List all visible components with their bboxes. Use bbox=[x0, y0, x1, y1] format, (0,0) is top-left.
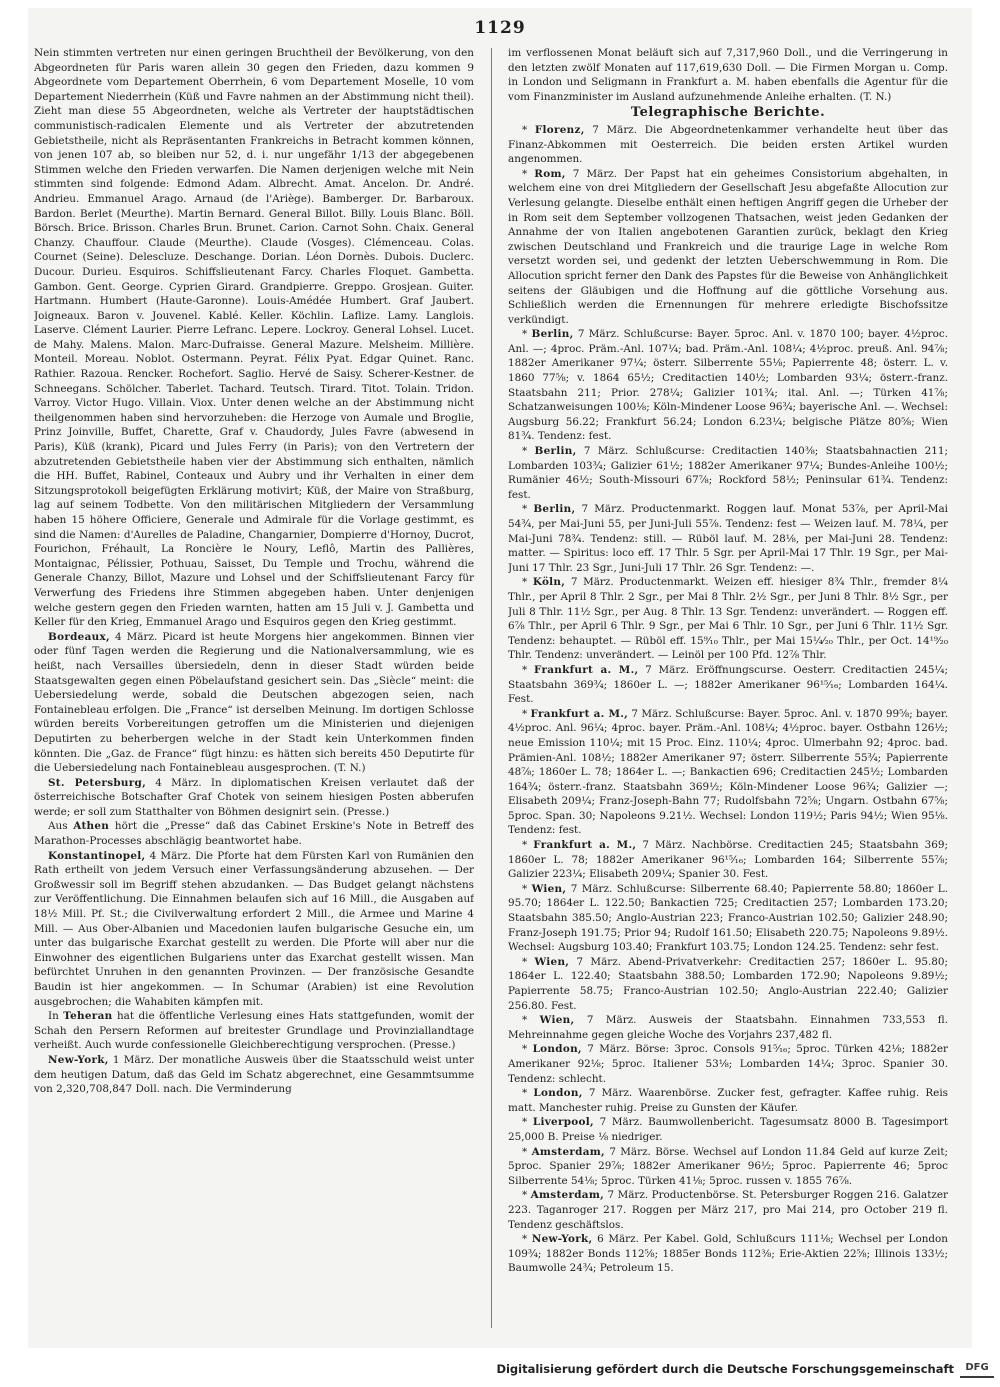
paragraph-prefix: * bbox=[522, 123, 535, 136]
dateline-place: New-York, bbox=[48, 1053, 109, 1066]
article-paragraph bbox=[508, 444, 948, 502]
paragraph-text: 7 März. Schlußcurse: Creditactien 140⅜; Staatsbahnactien 211; Lombarden 103¾; Galizier 61½; 1882er Amerikaner 97¼; Bundes-Anleihe 100½; Rumänier 46½; South-Missouri 67⅞; Rockford 58½; Peninsular 61¾. Tendenz: fest. bbox=[508, 445, 948, 501]
paragraph-text: 7 März. Waarenbörse. Zucker fest, gefragter. Kaffee ruhig. Reis matt. Manchester ruhig. Preise zu Gunsten der Käufer. bbox=[508, 1087, 948, 1114]
paragraph-prefix: * bbox=[522, 1145, 532, 1158]
dateline-place: Frankfurt a. M., bbox=[533, 663, 639, 676]
paragraph-text: 7 März. Börse: 3proc. Consols 91⁵⁄₁₆; 5proc. Türken 42⅛; 1882er Amerikaner 92⅛; 5proc. Italiener 53⅛; Lombarden 14¼; 3proc. Spanier 30. Tendenz: schlecht. bbox=[508, 1043, 948, 1085]
paragraph-prefix: Aus bbox=[48, 820, 74, 833]
paragraph-text: Nein stimmten vertreten nur einen geringen Bruchtheil der Bevölkerung, von den Abgeordneten für Paris waren allein 30 gegen den Frieden, dazu kommen 9 Abgeordnete vom Departement Oberrhein, 6 vom Departement Moselle, 10 vom Departement Niederrhein (Küß und Favre nahmen an der Abstimmung nicht theil). Zieht man diese 55 Abgeordneten, welche als Vertreter der hauptstädtischen communistisch-radicalen Elemente und als Vertreter der abzutretenden Gebietstheile, nicht als Repräsentanten Frankreichs in Betracht kommen können, von jenen 107 ab, so bleiben nur 52, d. i. nur ungefähr 1/13 der abgegebenen Stimmen welche den Frieden verwarfen. Die Namen derjenigen welche mit Nein stimmten sind folgende: Edmond Adam. Albrecht. Amat. Ancelon. Dr. André. Andrieu. Emmanuel Arago. Arnaud (de l'Ariège). Bamberger. Dr. Barbaroux. Bardon. Berlet (Meurthe). Martin Bernard. General Billot. Billy. Louis Blanc. Böll. Börsch. Brice. Brisson. Charles Brun. Brunet. Carion. Carnot Sohn. Chaix. General Chanzy. Chauffour. Claude (Meurthe). Claude (Vosges). Clémenceau. Colas. Cournet (Seine). Delescluze. Deschange. Dorian. Léon Dornès. Dubois. Duclerc. Ducour. Durieu. Esquiros. Schiffslieutenant Farcy. Charles Floquet. Gambetta. Gambon. Gent. George. Cyprien Girard. Grandpierre. Greppo. Grosjean. Guiter. Hartmann. Humbert (Haute-Garonne). Louis-Amédée Humbert. Graf Jaubert. Joigneaux. Baron v. Jouvenel. Kablé. Keller. Köchlin. Laflize. Lamy. Langlois. Laserve. Clément Laurier. Pierre Lefranc. Lepere. Lockroy. General Lohsel. Lucet. de Mahy. Malens. Malon. Marc-Dufraisse. General Mazure. Melsheim. Millière. Monteil. Moreau. Noblot. Ostermann. Peyrat. Félix Pyat. Edgar Quinet. Ranc. Rathier. Razoua. Rencker. Rochefort. Saglio. Hervé de Saisy. Scherer-Kestner. de Schneegans. Schölcher. Taberlet. Tachard. Teutsch. Tirard. Titot. Tolain. Tridon. Varroy. Victor Hugo. Villain. Viox. Unter denen welche an der Abstimmung nicht theilgenommen haben sind hervorzuheben: die Herzoge von Aumale und Broglie, Prinz Joinville, Buffet, Charette, Graf v. Chaudordy, Jules Favre (abwesend in Paris), Küß (krank), Picard und Jules Ferry (in Paris); von den Vertretern der abzutretenden Gebietstheile haben vier der Abstimmung sich enthalten, nämlich die HH. Buffet, Rabinel, Conteaux und Aubry und ihr Verhalten in einer dem Sitzungsprotokoll beigefügten Erklärung motivirt; Küß, der Maire von Straßburg, lag auf seinem Todbette. Von den militärischen Mitgliedern der Versammlung haben 15 höhere Officiere, Generale und Admirale für die Vorlage gestimmt, es sind die Namen: d'Aurelles de Paladine, Changarnier, Dompierre d'Hornoy, Ducrot, Fourichon, Fréhault, La Roncière le Noury, Leflô, Martin des Pallières, Montaignac, Pélissier, Pothuau, Saisset, Du Temple und Trochu, während die Generale Chanzy, Billot, Mazure und Lohsel und der Schiffslieutenant Farcy für Verwerfung des Friedens ihre Stimmen abgegeben haben. Unter denjenigen welche gestern gegen den Frieden warnten, hatten am 15 Juli v. J. Gambetta und Keller für den Krieg, Emmanuel Arago und Esquiros gegen den Krieg gestimmt. bbox=[34, 47, 474, 629]
article-paragraph bbox=[508, 1115, 948, 1144]
article-paragraph bbox=[508, 882, 948, 955]
dfg-logo: DFG bbox=[960, 1360, 994, 1378]
paragraph-prefix: * bbox=[522, 167, 535, 180]
paragraph-text: im verflossenen Monat beläuft sich auf 7,317,960 Doll., und die Verringerung in den letzten zwölf Monaten auf 117,619,630 Doll. — Die Firmen Morgan u. Comp. in London und Seligmann in Frankfurt a. M. haben ebenfalls die Agentur für die vom Finanzminister im Ausland aufzunehmende Anleihe erhalten. (T. N.) bbox=[508, 47, 948, 103]
paragraph-prefix: * bbox=[522, 445, 535, 458]
article-paragraph bbox=[508, 838, 948, 882]
paragraph-text: hat die öffentliche Verlesung eines Hats stattgefunden, womit der Schah den Persern Reformen auf breitester Grundlage und Provinziallandtage verheißt. Auch wurde confessionelle Gleichberechtigung versprochen. (Presse.) bbox=[34, 1010, 474, 1052]
paragraph-text: 7 März. Productenbörse. St. Petersburger Roggen 216. Galatzer 223. Taganroger 217. Roggen per März 217, pro Mai 214, pro October 219 fl. Tendenz geschäftslos. bbox=[508, 1189, 948, 1231]
dateline-place: London, bbox=[533, 1087, 583, 1100]
article-paragraph bbox=[34, 849, 474, 1010]
article-paragraph bbox=[508, 1013, 948, 1042]
paragraph-text: 7 März. Schlußcurse: Silberrente 68.40; Papierrente 58.80; 1860er L. 95.70; 1864er L. 122.50; Bankactien 725; Creditactien 257; Lombarden 173.20; Staatsbahn 385.50; Anglo-Austrian 223; Franco-Austrian 102.50; Galizier 248.90; Franz-Joseph 191.75; Prior 94; Rudolf 161.50; Elisabeth 220.75; Napoleons 9.89½. Wechsel: Augsburg 103.40; Frankfurt 103.75; London 124.25. Tendenz: sehr fest. bbox=[508, 882, 948, 954]
page-number: 1129 bbox=[474, 18, 526, 38]
paragraph-text: 7 März. Abend-Privatverkehr: Creditactien 257; 1860er L. 95.80; 1864er L. 122.40; Staatsbahn 388.50; Lombarden 172.90; Napoleons 9.89½; Papierrente 58.75; Franco-Austrian 102.50; Anglo-Austrian 222.40; Galizier 256.80. Fest. bbox=[508, 955, 948, 1012]
paragraph-text: 7 März. Börse. Wechsel auf London 11.84 Geld auf kurze Zeit; 5proc. Spanier 29⅞; 1882er Amerikaner 96½; 5proc. Papierrente 46; 5proc Silberrente 54⅛; 5proc. Türken 41⅛; 5proc. russen v. 1855 76⅞. bbox=[508, 1145, 948, 1187]
right-column bbox=[508, 46, 948, 1336]
paragraph-prefix: * bbox=[522, 839, 534, 852]
article-paragraph bbox=[508, 502, 948, 575]
paragraph-prefix: * bbox=[522, 663, 534, 676]
article-paragraph bbox=[508, 327, 948, 444]
section-heading: Telegraphische Berichte. bbox=[630, 105, 826, 121]
dateline-place: Berlin, bbox=[534, 445, 577, 458]
paragraph-text: 7 März. Schlußcurse: Bayer. 5proc. Anl. v. 1870 99⅝; bayer. 4½proc. Anl. 96¼; 4proc. bayer. Präm.-Anl. 108¼; 4½proc. bayer. Ostbahn 126½; neue Emission 110¼; mit 15 Proc. Einz. 110¼; 4proc. Ulmerbahn 92; 4proc. bad. Prämien-Anl. 108½; 1882er Amerikaner 97; österr. Silberrente 55¾; Papierrente 48⅞; 1860er L. 78; 1864er L. —; Bankactien 696; Creditactien 245½; Lombarden 164¾; österr.-franz. Staatsbahn 369½; Köln-Mindener Loose 96¾; Galizier —; Elisabeth 209¼; Franz-Joseph-Bahn 77; Rudolfsbahn 72⅝; Ungarn. Ostbahn 67⅝; 5proc. Span. 30; Napoleons 9.21½. Wechsel: London 119½; Paris 94½; Wien 95⅛. Tendenz: fest. bbox=[508, 707, 948, 837]
article-paragraph bbox=[508, 46, 948, 104]
paragraph-text: 4 März. In diplomatischen Kreisen verlautet daß der österreichische Botschafter Graf Chotek von seinem hiesigen Posten abberufen werde; er soll zum Statthalter von Böhmen designirt sein. (Presse.) bbox=[34, 776, 474, 818]
paragraph-text: 7 März. Productenmarkt. Weizen eff. hiesiger 8¾ Thlr., fremder 8¼ Thlr., per April 8 Thlr. 2 Sgr., per Mai 8 Thlr. 2½ Sgr., per Juni 8 Thlr. 8½ Sgr., per Juli 8 Thlr. 11½ Sgr., per Aug. 8 Thlr. 13 Sgr. Tendenz: unverändert. — Roggen eff. 6⅞ Thlr., per April 6 Thlr. 9 Sgr., per Mai 6 Thlr. 10 Sgr., per Juni 6 Thlr. 11½ Sgr. Tendenz: behauptet. — Rüböl eff. 15⁹⁄₁₀ Thlr., per Mai 15¼⁄₂₀ Thlr., per Oct. 14¹⁹⁄₂₀ Thlr. Tendenz: unverändert. — Leinöl per 100 Pfd. 12⅞ Thlr. bbox=[508, 576, 948, 662]
article-paragraph bbox=[508, 707, 948, 838]
paragraph-prefix: * bbox=[522, 328, 532, 341]
dateline-place: Amsterdam, bbox=[530, 1189, 605, 1202]
paragraph-prefix: * bbox=[522, 1116, 533, 1129]
paragraph-text: 4 März. Picard ist heute Morgens hier angekommen. Binnen vier oder fünf Tagen werden die Regierung und die Nationalversammlung, wie es heißt, nach Versailles übersiedeln, denn in dieser Stadt würden beide Staatsgewalten gegen einen Pöbelaufstand gesichert sein. Das „Siècle“ meint: die Uebersiedelung werde, sobald die Deutschen abgezogen seien, nach Fontainebleau erfolgen. Die „France“ ist derselben Meinung. Im dortigen Schlosse würden bereits Vorbereitungen getroffen um die Ministerien und diejenigen Deputirten zu beherbergen welche in der Stadt kein Unterkommen finden könnten. Die „Gaz. de France“ fügt hinzu: es hätten sich bereits 450 Deputirte für die Uebersiedelung nach Fontainebleau ausgesprochen. (T. N.) bbox=[34, 630, 474, 775]
dateline-place: Liverpool, bbox=[532, 1116, 594, 1129]
article-paragraph bbox=[508, 123, 948, 167]
article-paragraph bbox=[34, 630, 474, 776]
paragraph-text: 7 März. Schlußcurse: Bayer. 5proc. Anl. v. 1870 100; bayer. 4½proc. Anl. —; 4proc. Präm.-Anl. 107¼; bad. Präm.-Anl. 108¼; 4½proc. preuß. Anl. 94⅞; 1882er Amerikaner 97¼; österr. Silberrente 55⅛; Papierrente 48; österr. L. v. 1860 77⅝; v. 1864 65½; Creditactien 140½; Lombarden 93¼; österr.-franz. Staatsbahn 211; Prior. 278¼; Galizier 101¾; ital. Anl. —; Türken 41⅞; Schatzanweisungen 100⅛; Köln-Mindener Loose 96¾; bayerische Anl. —. Wechsel: Augsburg 56.22; Frankfurt 56.24; London 6.23¼; belgische Plätze 80⅝; Wien 81¾. Tendenz: fest. bbox=[508, 328, 948, 443]
dateline-place: Frankfurt a. M., bbox=[533, 839, 637, 852]
article-paragraph bbox=[508, 663, 948, 707]
article-paragraph bbox=[508, 1232, 948, 1276]
dateline-place: London, bbox=[532, 1043, 582, 1056]
article-paragraph bbox=[34, 1009, 474, 1053]
dateline-place: Florenz, bbox=[534, 123, 585, 136]
footer-credit: Digitalisierung gefördert durch die Deutsche Forschungsgemeinschaft bbox=[496, 1362, 954, 1376]
paragraph-prefix: * bbox=[522, 1233, 532, 1246]
article-paragraph bbox=[34, 1053, 474, 1097]
paragraph-prefix: * bbox=[522, 503, 534, 516]
paragraph-prefix: * bbox=[522, 955, 535, 968]
dateline-place: Amsterdam, bbox=[531, 1145, 605, 1158]
paragraph-text: 1 März. Der monatliche Ausweis über die Staatsschuld weist unter dem heutigen Datum, daß das Geld im Schatz abgerechnet, eine Gesammtsumme von 2,320,708,847 Doll. nach. Die Verminderung bbox=[34, 1053, 474, 1096]
paragraph-prefix: * bbox=[522, 1087, 534, 1100]
dateline-place: Athen bbox=[73, 820, 110, 833]
dateline-place: Wien, bbox=[539, 1014, 575, 1027]
paragraph-text: 7 März. Eröffnungscurse. Oesterr. Creditactien 245¼; Staatsbahn 369¾; 1860er L. —; 1882er Amerikaner 96¹⁵⁄₁₆; Lombarden 164¼. Fest. bbox=[508, 663, 948, 706]
footer bbox=[0, 1360, 1000, 1380]
paragraph-prefix: * bbox=[522, 707, 531, 720]
newspaper-page bbox=[28, 8, 972, 1348]
dateline-place: Rom, bbox=[534, 167, 566, 180]
paragraph-prefix: * bbox=[522, 1043, 533, 1056]
left-column bbox=[34, 46, 474, 1336]
paragraph-text: 6 März. Per Kabel. Gold, Schlußcurs 111⅛; Wechsel per London 109¾; 1882er Bonds 112⅝; 1885er Bonds 112⅜; Erie-Aktien 22⅝; Illinois 133½; Baumwolle 24¾; Petroleum 15. bbox=[508, 1233, 948, 1275]
paragraph-prefix: * bbox=[522, 1014, 540, 1027]
article-paragraph bbox=[508, 1188, 948, 1232]
dateline-place: Bordeaux, bbox=[48, 630, 110, 643]
dateline-place: St. Petersburg, bbox=[48, 776, 147, 789]
article-paragraph bbox=[508, 1042, 948, 1086]
article-paragraph bbox=[34, 776, 474, 820]
paragraph-text: 7 März. Der Papst hat ein geheimes Consistorium abgehalten, in welchem eine von drei Mitgliedern der Gesellschaft Jesu abgefaßte Allocution zur Verlesung gelangte. Dieselbe enthält einen heftigen Angriff gegen die Urheber der in Rom seit dem September vollzogenen Thatsachen, weist jeden Gedanken der Annahme der von Italien angebotenen Garantien zurück, beklagt den Krieg zwischen Deutschland und Frankreich und die traurige Lage in welche Rom versetzt worden sei, und gedenkt der letzten Ueberschwemmung in Rom. Die Allocution spricht ferner den Dank des Papstes für die Beweise von Anhänglichkeit seitens der Gläubigen und die Hoffnung auf die göttliche Vorsehung aus. Schließlich werden die Ernennungen für mehrere erledigte Bischofssitze verkündigt. bbox=[508, 167, 948, 326]
dateline-place: Köln, bbox=[532, 576, 566, 589]
dateline-place: Berlin, bbox=[533, 503, 576, 516]
dateline-place: Teheran bbox=[63, 1010, 113, 1023]
dateline-place: New-York, bbox=[531, 1233, 593, 1246]
article-paragraph bbox=[508, 1145, 948, 1189]
paragraph-text: 7 März. Ausweis der Staatsbahn. Einnahmen 733,553 fl. Mehreinnahme gegen gleiche Woche des Vorjahrs 237,482 fl. bbox=[508, 1014, 948, 1041]
paragraph-prefix: * bbox=[522, 1189, 531, 1202]
dateline-place: Wien, bbox=[531, 882, 567, 895]
dateline-place: Konstantinopel, bbox=[48, 849, 146, 862]
article-paragraph bbox=[508, 575, 948, 663]
dateline-place: Wien, bbox=[534, 955, 570, 968]
paragraph-prefix: * bbox=[522, 882, 532, 895]
article-paragraph bbox=[508, 167, 948, 328]
article-paragraph bbox=[34, 819, 474, 848]
article-paragraph bbox=[508, 955, 948, 1013]
paragraph-text: 7 März. Productenmarkt. Roggen lauf. Monat 53⅞, per April-Mai 54¾, per Mai-Juni 55, per Juni-Juli 55⅞. Tendenz: fest — Weizen lauf. M. 78¼, per Mai-Juni 78¾. Tendenz: still. — Rüböl lauf. M. 28⅛, per Mai-Juni 28. Tendenz: matter. — Spiritus: loco eff. 17 Thlr. 5 Sgr. per April-Mai 17 Thlr. 19 Sgr., per Mai-Juni 17 Thlr. 23 Sgr., Juni-Juli 17 Thlr. 26 Sgr. Tendenz: —. bbox=[508, 503, 948, 574]
paragraph-text: 7 März. Die Abgeordnetenkammer verhandelte heut über das Finanz-Abkommen mit Oesterreich. Die beiden ersten Artikel wurden angenommen. bbox=[508, 123, 948, 166]
dateline-place: Frankfurt a. M., bbox=[530, 707, 629, 720]
paragraph-text: 7 März. Baumwollenbericht. Tagesumsatz 8000 B. Tagesimport 25,000 B. Preise ⅛ niedriger. bbox=[508, 1116, 948, 1143]
paragraph-prefix: * bbox=[522, 576, 533, 589]
article-paragraph bbox=[508, 1086, 948, 1115]
paragraph-prefix: In bbox=[48, 1010, 64, 1023]
article-paragraph bbox=[34, 46, 474, 630]
dateline-place: Berlin, bbox=[531, 328, 574, 341]
column-divider bbox=[491, 48, 492, 1328]
paragraph-text: 7 März. Nachbörse. Creditactien 245; Staatsbahn 369; 1860er L. 78; 1882er Amerikaner 96¹⁵⁄₁₆; Lombarden 164; Silberrente 55⅞; Galizier 223¼; Elisabeth 209¼; Spanier 30. Fest. bbox=[508, 839, 948, 881]
paragraph-text: hört die „Presse“ daß das Cabinet Erskine's Note in Betreff des Marathon-Processes abschlägig beantwortet habe. bbox=[34, 820, 474, 848]
paragraph-text: 4 März. Die Pforte hat dem Fürsten Karl von Rumänien den Rath ertheilt von jedem Versuch einer Verfassungsänderung abzusehen. — Der Großwessir soll im Begriff stehen abzudanken. — Das Budget gelangt nächstens zur Veröffentlichung. Die Einnahmen belaufen sich auf 16 Mill., die Ausgaben auf 18½ Mill. Pf. St.; die Civilverwaltung erfordert 2 Mill., die Armee und Marine 4 Mill. — Aus Ober-Albanien und Macedonien laufen bulgarische Gesuche ein, um unter das bulgarische Exarchat gestellt zu werden. Die Pforte will aber nur die Einwohner des eigentlichen Bulgariens unter das Exarchat gestellt wissen. Man befürchtet Unruhen in den genannten Provinzen. — Der französische Gesandte Baudin ist hier angekommen. — In Schumar (Arabien) ist eine Revolution ausgebrochen; die Wahabiten kämpfen mit. bbox=[34, 849, 474, 1008]
